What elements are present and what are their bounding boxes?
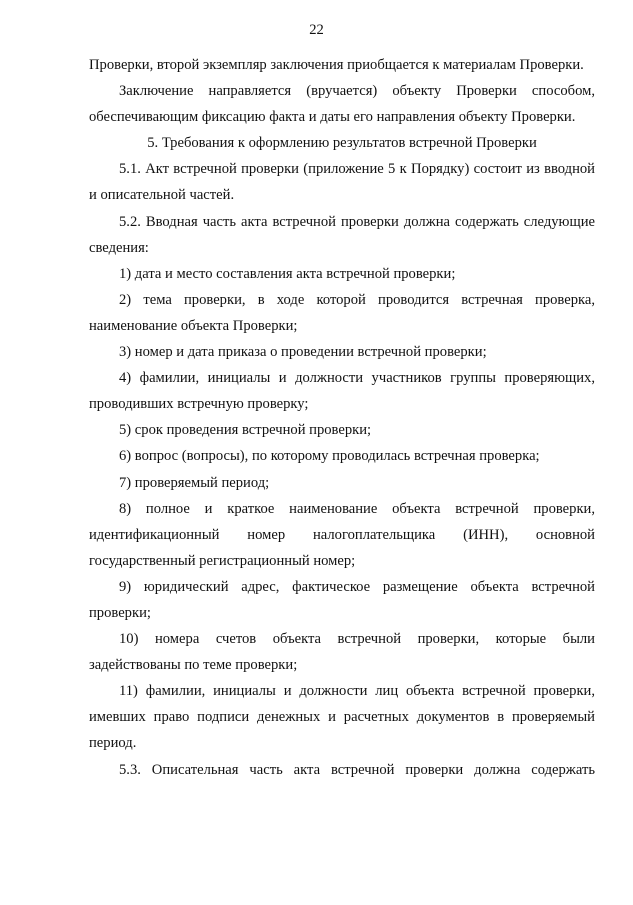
list-item: 11) фамилии, инициалы и должности лиц объекта встречной проверки, имевших право подписи денежных и расчетных документов в проверяемый период. bbox=[89, 683, 595, 752]
list-item: 6) вопрос (вопросы), по которому проводилась встречная проверка; bbox=[119, 448, 540, 465]
list-item: 9) юридический адрес, фактическое размещение объекта встречной проверки; bbox=[89, 578, 595, 621]
list-item: 2) тема проверки, в ходе которой проводится встречная проверка, наименование объекта Проверки; bbox=[89, 291, 595, 334]
list-item: 8) полное и краткое наименование объекта встречной проверки, идентификационный номер налогоплательщика (ИНН), основной государственный регистрационный номер; bbox=[89, 500, 595, 569]
page-number: 22 bbox=[309, 22, 324, 38]
paragraph: 5.3. Описательная часть акта встречной проверки должна содержать bbox=[119, 761, 595, 778]
paragraph: 5.2. Вводная часть акта встречной проверки должна содержать следующие сведения: bbox=[89, 213, 595, 256]
list-item: 3) номер и дата приказа о проведении встречной проверки; bbox=[119, 344, 487, 361]
paragraph: 5.1. Акт встречной проверки (приложение 5 к Порядку) состоит из вводной и описательной частей. bbox=[89, 161, 595, 204]
list-item: 10) номера счетов объекта встречной проверки, которые были задействованы по теме проверки; bbox=[89, 631, 595, 674]
paragraph: Заключение направляется (вручается) объекту Проверки способом, обеспечивающим фиксацию факта и даты его направления объекту Проверки. bbox=[89, 83, 595, 126]
list-item: 7) проверяемый период; bbox=[119, 474, 270, 491]
list-item: 5) срок проведения встречной проверки; bbox=[119, 422, 372, 439]
document-body bbox=[89, 52, 595, 783]
list-item: 4) фамилии, инициалы и должности участников группы проверяющих, проводивших встречную проверку; bbox=[89, 370, 595, 413]
section-heading: 5. Требования к оформлению результатов встречной Проверки bbox=[147, 135, 537, 152]
list-item: 1) дата и место составления акта встречной проверки; bbox=[119, 265, 456, 282]
paragraph: Проверки, второй экземпляр заключения приобщается к материалам Проверки. bbox=[89, 57, 584, 73]
